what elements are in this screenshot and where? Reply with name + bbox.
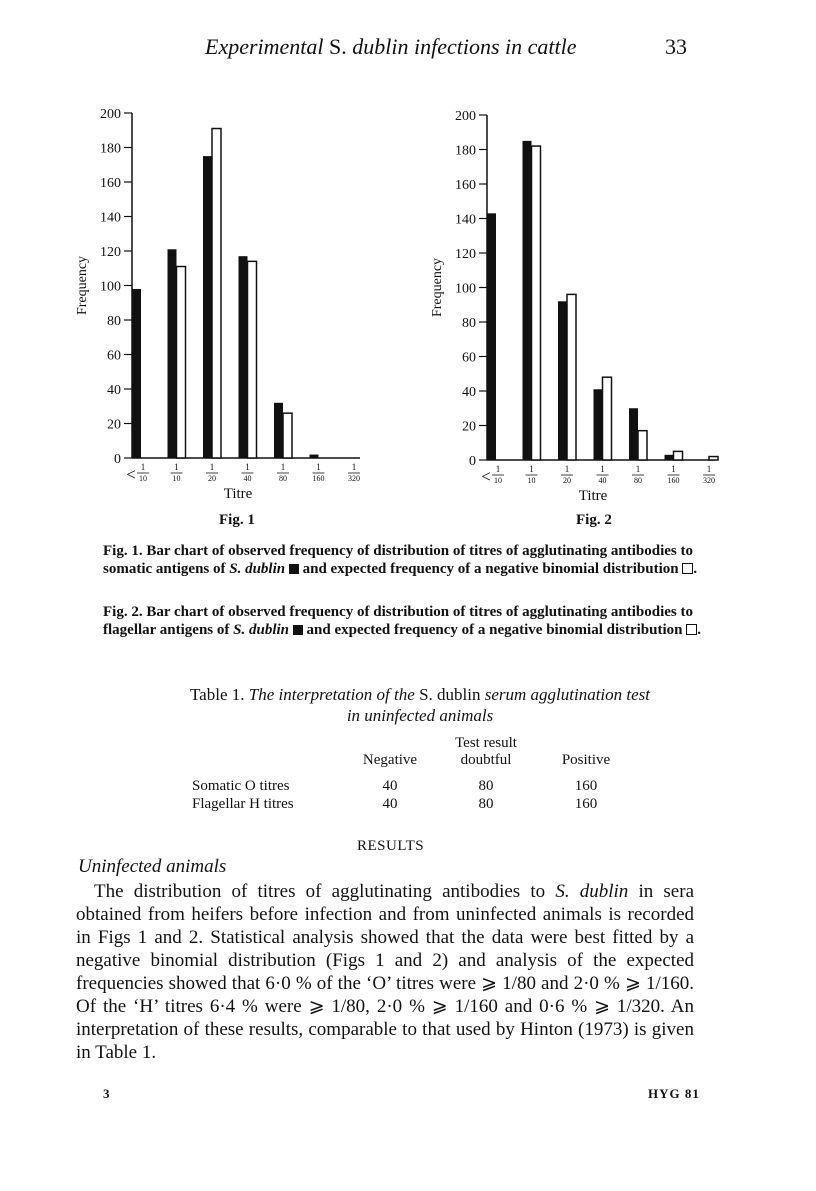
fig2-caption-text-b: and expected frequency of a negative binomial distribution: [302, 622, 687, 638]
footer-journal-code: HYG 81: [648, 1086, 700, 1101]
table-title-prefix: Table 1.: [189, 685, 249, 704]
y-tick-label: 0: [114, 452, 121, 467]
figure-2-label: Fig. 2: [576, 512, 612, 528]
open-square-icon: [682, 563, 693, 574]
x-tick-denominator: 20: [563, 476, 571, 485]
table-row-label: Somatic O titres: [192, 778, 290, 794]
x-tick-numerator: 1: [140, 462, 146, 472]
x-tick-prefix: <: [481, 467, 491, 486]
y-tick-label: 80: [107, 314, 121, 329]
header-title-part1: Experimental: [205, 34, 330, 59]
table-group-header: Test result: [455, 735, 517, 751]
figure-2-caption: [103, 603, 703, 639]
y-tick-label: 160: [100, 176, 121, 191]
y-tick-label: 0: [469, 454, 476, 469]
y-tick-label: 100: [100, 279, 121, 295]
x-tick-denominator: 10: [172, 474, 181, 483]
y-tick-label: 160: [455, 178, 476, 193]
y-tick-label: 100: [455, 281, 476, 297]
x-tick-numerator: 1: [351, 462, 357, 472]
x-tick-numerator: 1: [635, 464, 641, 474]
filled-square-icon: [293, 625, 303, 635]
expected-bar: [567, 294, 576, 460]
expected-bar: [248, 261, 257, 458]
x-tick-numerator: 1: [564, 464, 570, 474]
fig1-caption-text-b: and expected frequency of a negative binomial distribution: [298, 561, 683, 577]
fig2-caption-text-a: Fig. 2. Bar chart of observed frequency of distribution of titres of agglutinating antibodies to flagellar antigens of: [103, 604, 693, 638]
x-tick-denominator: 10: [494, 476, 502, 485]
x-tick-numerator: 1: [209, 462, 215, 472]
open-square-icon: [686, 624, 697, 635]
x-tick-denominator: 40: [243, 474, 252, 483]
figure-1-caption: [103, 542, 703, 578]
expected-bar: [283, 413, 292, 458]
observed-bar: [558, 301, 567, 460]
subheading-uninfected-animals: Uninfected animals: [78, 856, 227, 877]
observed-bar: [310, 455, 319, 458]
table-cell: 80: [478, 796, 494, 812]
fig2-caption-species: S. dublin: [233, 622, 290, 638]
fig1-caption-end: .: [693, 561, 698, 577]
table-row-label: Flagellar H titres: [192, 796, 294, 812]
x-tick-denominator: 80: [634, 476, 642, 485]
paragraph-text-a: The distribution of titres of agglutinating antibodies to: [94, 881, 556, 902]
x-tick-denominator: 80: [279, 474, 287, 483]
table-cell: 160: [574, 796, 598, 812]
x-tick-denominator: 20: [208, 474, 216, 483]
table-col-doubtful: doubtful: [460, 752, 512, 768]
expected-bar: [212, 129, 221, 458]
x-tick-denominator: 10: [139, 474, 147, 483]
paragraph-text-b: in sera obtained from heifers before infection and from uninfected animals is recorded in Figs 1 and 2. Statistical analysis showed that the data were best fitted by a negative binomial distribution (Figs 1 and 2) and analysis of the expected frequencies showed that 6·0 % of the ‘O’ titres were ⩾ 1/80 and 2·0 % ⩾ 1/160. Of the ‘H’ titres 6·4 % were ⩾ 1/80, 2·0 % ⩾ 1/160 and 0·6 % ⩾ 1/320. An interpretation of these results, comparable to that used by Hinton (1973) is given in Table 1.: [76, 881, 695, 1063]
expected-bar: [603, 377, 612, 460]
table-title-line2: in uninfected animals: [346, 706, 494, 725]
y-tick-label: 20: [462, 419, 476, 435]
expected-bar: [177, 267, 186, 458]
table-1-title: [100, 684, 740, 726]
x-tick-prefix: <: [126, 465, 136, 484]
observed-bar: [629, 408, 638, 460]
observed-bar: [487, 213, 496, 460]
y-tick-label: 40: [462, 385, 476, 400]
observed-bar: [132, 289, 141, 458]
running-header-title: [205, 34, 577, 60]
table-cell: 40: [382, 778, 398, 794]
y-tick-label: 60: [462, 350, 476, 366]
fig2-caption-end: .: [697, 622, 701, 638]
y-tick-label: 80: [462, 316, 476, 331]
y-tick-label: 20: [107, 417, 121, 433]
x-tick-denominator: 40: [598, 476, 607, 485]
observed-bar: [665, 455, 674, 460]
y-axis-label: Frequency: [75, 255, 90, 316]
table-col-positive: Positive: [561, 752, 611, 768]
figure-2-chart: [415, 97, 715, 517]
y-tick-label: 120: [100, 245, 121, 260]
observed-bar: [594, 389, 603, 460]
x-axis-label: Titre: [578, 488, 608, 504]
x-tick-denominator: 160: [667, 476, 680, 485]
x-tick-denominator: 160: [312, 474, 325, 483]
expected-bar: [532, 146, 541, 460]
observed-bar: [168, 249, 177, 458]
table-cell: 80: [478, 778, 494, 794]
table-title-italic-2: serum agglutination test: [484, 685, 650, 704]
y-tick-label: 200: [455, 109, 476, 124]
footer-signature-number: 3: [103, 1086, 110, 1101]
x-tick-numerator: 1: [600, 464, 605, 474]
table-col-negative: Negative: [362, 752, 418, 768]
figure-1-chart: [60, 95, 360, 515]
results-heading: RESULTS: [357, 838, 425, 854]
observed-bar: [239, 256, 248, 458]
x-tick-denominator: 320: [348, 474, 360, 483]
y-tick-label: 180: [100, 141, 121, 157]
x-tick-numerator: 1: [280, 462, 286, 472]
table-title-italic-1: The interpretation of the: [248, 685, 415, 704]
x-axis-label: Titre: [223, 486, 253, 502]
table-title-species: S. dublin: [414, 685, 485, 704]
expected-bar: [638, 431, 647, 460]
expected-bar: [674, 451, 683, 460]
x-tick-numerator: 1: [245, 462, 250, 472]
x-tick-numerator: 1: [316, 462, 321, 472]
figure-1-label: Fig. 1: [219, 512, 255, 528]
y-tick-label: 40: [107, 383, 121, 398]
expected-bar: [709, 457, 718, 460]
fig1-caption-text-a: Fig. 1. Bar chart of observed frequency of distribution of titres of agglutinating antibodies to somatic antigens of: [103, 543, 693, 577]
y-tick-label: 60: [107, 348, 121, 364]
table-cell: 160: [574, 778, 598, 794]
x-tick-numerator: 1: [671, 464, 676, 474]
observed-bar: [274, 403, 283, 458]
header-title-roman: S.: [329, 34, 347, 59]
y-axis-label: Frequency: [430, 257, 445, 318]
results-paragraph: [76, 880, 694, 1064]
y-tick-label: 140: [100, 210, 121, 226]
observed-bar: [523, 141, 532, 460]
x-tick-numerator: 1: [174, 462, 179, 472]
page-number: 33: [665, 34, 687, 59]
x-tick-denominator: 10: [527, 476, 536, 485]
fig1-caption-species: S. dublin: [229, 561, 286, 577]
filled-square-icon: [289, 564, 299, 574]
header-title-part2: dublin infections in cattle: [346, 34, 577, 59]
observed-bar: [203, 156, 212, 458]
y-tick-label: 200: [100, 107, 121, 122]
y-tick-label: 180: [455, 143, 476, 159]
x-tick-denominator: 320: [703, 476, 715, 485]
x-tick-numerator: 1: [529, 464, 534, 474]
x-tick-numerator: 1: [495, 464, 501, 474]
y-tick-label: 140: [455, 212, 476, 228]
x-tick-numerator: 1: [706, 464, 712, 474]
table-cell: 40: [382, 796, 398, 812]
y-tick-label: 120: [455, 247, 476, 262]
paragraph-species: S. dublin: [555, 881, 629, 902]
